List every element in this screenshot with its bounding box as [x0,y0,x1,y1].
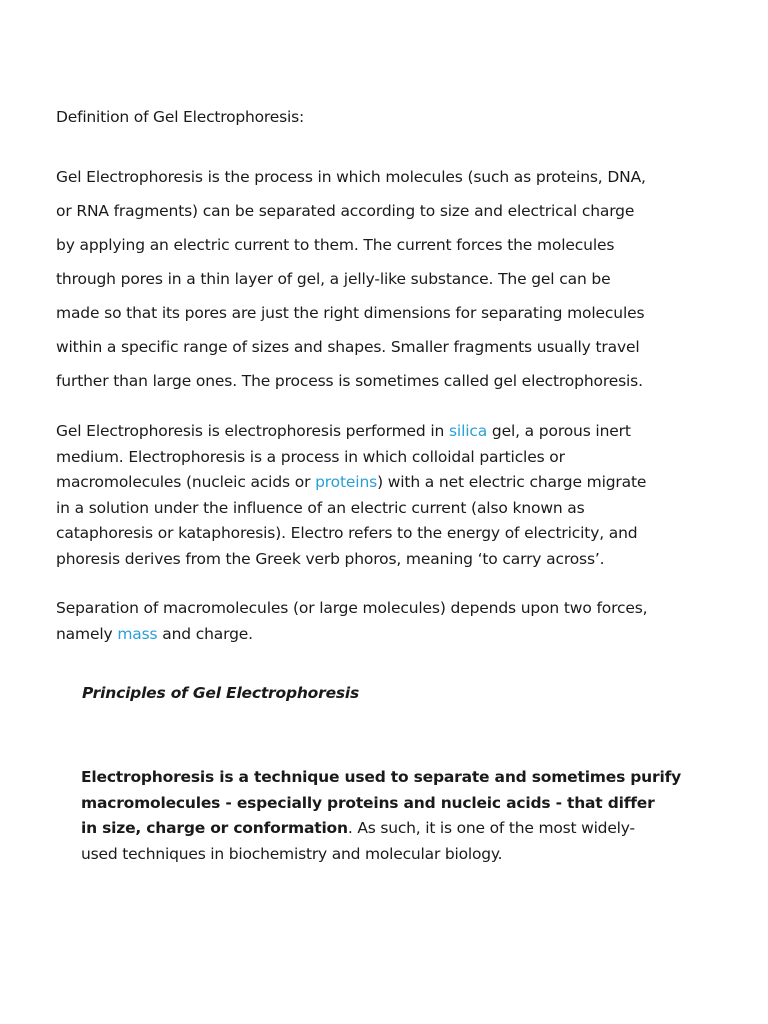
definition-paragraph [56,160,716,398]
definition-heading: Definition of Gel Electrophoresis: [56,108,304,126]
paragraph-line: macromolecules - especially proteins and nucleic acids - that differ [81,793,655,812]
text-span: . As such, it is one of the most widely- [347,819,635,837]
text-span: gel, a porous inert [487,422,631,440]
paragraph-line: cataphoresis or kataphoresis). Electro refers to the energy of electricity, and [56,524,638,542]
proteins-link[interactable]: proteins [315,473,378,491]
bold-text-span: in size, charge or conformation [81,819,348,837]
separation-paragraph [56,596,716,647]
text-span: namely [56,624,118,643]
paragraph-line: medium. Electrophoresis is a process in which colloidal particles or [56,447,565,466]
electrophoresis-paragraph [56,419,716,572]
text-span: Gel Electrophoresis is electrophoresis performed in [56,422,449,440]
paragraph-line: made so that its pores are just the right dimensions for separating molecules [56,304,645,322]
paragraph-line [56,470,716,496]
paragraph-line: used techniques in biochemistry and molecular biology. [81,844,503,863]
silica-link[interactable]: silica [448,422,488,440]
paragraph-line: Electrophoresis is a technique used to separate and sometimes purify [81,768,682,786]
text-span: ) with a net electric charge migrate [377,473,647,491]
principles-paragraph [81,765,721,867]
paragraph-line: in a solution under the influence of an electric current (also known as [56,498,585,517]
paragraph-line [56,622,716,648]
paragraph-line: Separation of macromolecules (or large molecules) depends upon two forces, [56,599,648,617]
paragraph-line: or RNA fragments) can be separated according to size and electrical charge [56,202,635,220]
paragraph-line: Gel Electrophoresis is the process in which molecules (such as proteins, DNA, [56,168,646,186]
paragraph-line [81,816,721,842]
text-span: macromolecules (nucleic acids or [56,473,316,491]
paragraph-line: phoresis derives from the Greek verb phoros, meaning ‘to carry across’. [56,549,605,568]
paragraph-line: by applying an electric current to them. The current forces the molecules [56,236,615,254]
mass-link[interactable]: mass [117,624,158,643]
paragraph-line: further than large ones. The process is sometimes called gel electrophoresis. [56,372,643,390]
principles-subheading: Principles of Gel Electrophoresis [82,684,360,702]
paragraph-line: within a specific range of sizes and shapes. Smaller fragments usually travel [56,338,640,356]
paragraph-line: through pores in a thin layer of gel, a jelly-like substance. The gel can be [56,270,611,288]
paragraph-line [56,419,716,445]
text-span: and charge. [157,624,253,643]
